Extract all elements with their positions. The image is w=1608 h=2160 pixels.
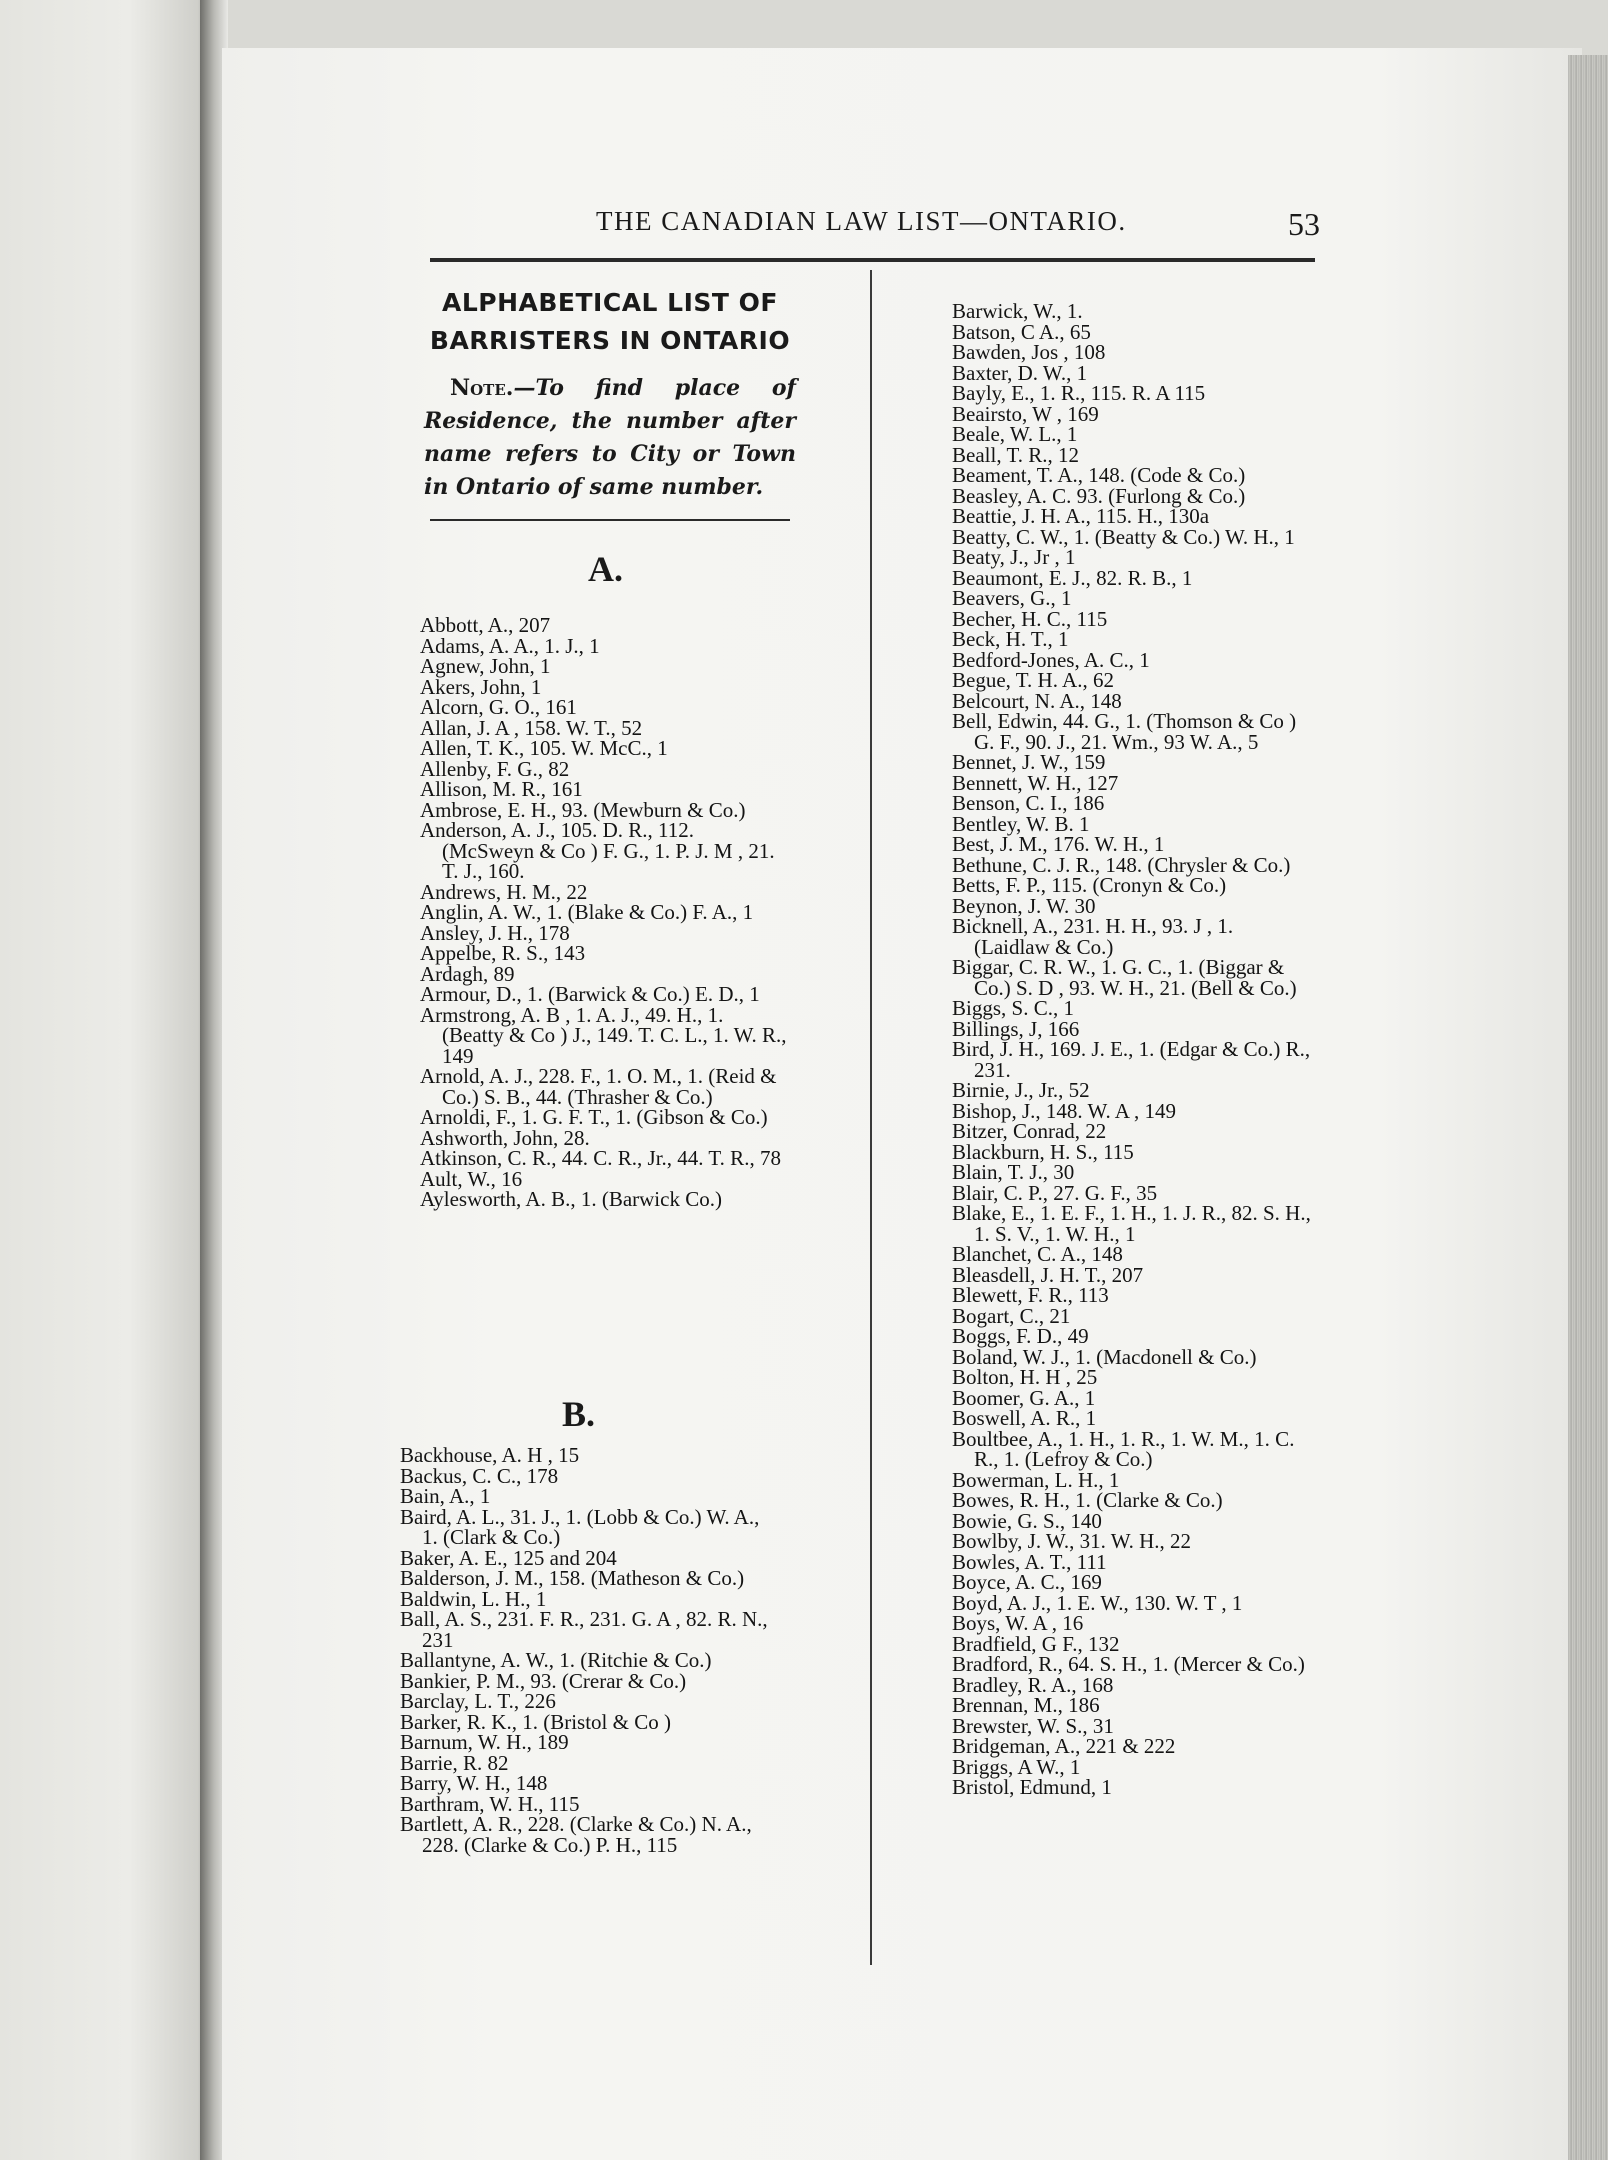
barrister-entry: Bankier, P. M., 93. (Crerar & Co.) (400, 1668, 687, 1693)
section-letter-b: B. (562, 1394, 596, 1434)
barrister-entry: Alcorn, G. O., 161 (420, 695, 577, 719)
barrister-entry: Bowlby, J. W., 31. W. H., 22 (952, 1529, 1192, 1553)
barrister-entry: Bristol, Edmund, 1 (952, 1775, 1112, 1799)
barrister-entry: Beall, T. R., 12 (952, 442, 1079, 467)
barrister-entry: Blake, E., 1. E. F., 1. H., 1. J. R., 82. S. H., 1. S. V., 1. W. H., 1 (952, 1201, 1311, 1246)
residence-note (424, 372, 796, 504)
barrister-entry: Barker, R. K., 1. (Bristol & Co ) (400, 1709, 671, 1734)
barrister-entry: Baird, A. L., 31. J., 1. (Lobb & Co.) W. A., 1. (Clark & Co.) (400, 1504, 760, 1549)
barrister-entry: Biggar, C. R. W., 1. G. C., 1. (Biggar & Co.) S. D , 93. W. H., 21. (Bell & Co.) (952, 955, 1297, 1000)
barrister-entry: Allison, M. R., 161 (420, 777, 583, 801)
barrister-entry: Adams, A. A., 1. J., 1 (420, 633, 600, 658)
entries-b-left (400, 1445, 770, 1855)
barrister-entry: Bowes, R. H., 1. (Clarke & Co.) (952, 1488, 1223, 1512)
barrister-entry: Beaumont, E. J., 82. R. B., 1 (952, 565, 1193, 590)
barrister-entry: Boomer, G. A., 1 (952, 1385, 1096, 1410)
barrister-entry: Bolton, H. H , 25 (952, 1365, 1098, 1389)
header-rule (430, 258, 1315, 262)
barrister-entry: Beck, H. T., 1 (952, 627, 1069, 651)
barrister-entry: Boland, W. J., 1. (Macdonell & Co.) (952, 1344, 1257, 1369)
barrister-entry: Boultbee, A., 1. H., 1. R., 1. W. M., 1. C. R., 1. (Lefroy & Co.) (952, 1426, 1295, 1471)
barrister-entry: Ardagh, 89 (420, 961, 515, 986)
barrister-entry: Bayly, E., 1. R., 115. R. A 115 (952, 381, 1206, 405)
barrister-entry: Andrews, H. M., 22 (420, 879, 588, 904)
barrister-entry: Boswell, A. R., 1 (952, 1406, 1097, 1430)
barrister-entry: Brewster, W. S., 31 (952, 1713, 1114, 1738)
barrister-entry: Bridgeman, A., 221 & 222 (952, 1734, 1176, 1758)
barrister-entry: Barry, W. H., 148 (400, 1771, 548, 1795)
note-label: Note. (450, 375, 514, 401)
barrister-entry: Ashworth, John, 28. (420, 1125, 590, 1150)
barrister-entry: Barclay, L. T., 226 (400, 1689, 556, 1713)
barrister-entry: Bennet, J. W., 159 (952, 750, 1106, 774)
barrister-entry: Bitzer, Conrad, 22 (952, 1119, 1107, 1143)
note-text: —To find place of Residence, the number after name refers to City or Town in Ontario of same number. (424, 375, 796, 500)
barrister-entry: Beavers, G., 1 (952, 586, 1072, 610)
barrister-entry: Bain, A., 1 (400, 1484, 491, 1508)
barrister-entry: Boyce, A. C., 169 (952, 1570, 1102, 1594)
barrister-entry: Bowie, G. S., 140 (952, 1508, 1102, 1533)
barrister-entry: Beairsto, W , 169 (952, 401, 1099, 426)
column-divider (870, 270, 872, 1965)
barrister-entry: Beament, T. A., 148. (Code & Co.) (952, 463, 1246, 487)
barrister-entry: Backus, C. C., 178 (400, 1463, 559, 1488)
note-rule (430, 519, 790, 521)
barrister-entry: Bowles, A. T., 111 (952, 1549, 1107, 1574)
barrister-entry: Bennett, W. H., 127 (952, 770, 1119, 795)
barrister-entry: Allenby, F. G., 82 (420, 756, 570, 781)
barrister-entry: Blain, T. J., 30 (952, 1160, 1075, 1184)
barrister-entry: Biggs, S. C., 1 (952, 996, 1074, 1020)
barrister-entry: Benson, C. I., 186 (952, 791, 1105, 815)
barrister-entry: Armstrong, A. B , 1. A. J., 49. H., 1. (Beatty & Co ) J., 149. T. C. L., 1. W. R., 149 (420, 1002, 787, 1068)
barrister-entry: Bethune, C. J. R., 148. (Chrysler & Co.) (952, 852, 1291, 877)
barrister-entry: Bird, J. H., 169. J. E., 1. (Edgar & Co.) R., 231. (952, 1037, 1311, 1082)
barrister-entry: Baxter, D. W., 1 (952, 360, 1088, 385)
barrister-entry: Bowerman, L. H., 1 (952, 1467, 1120, 1492)
barrister-entry: Bradford, R., 64. S. H., 1. (Mercer & Co.) (952, 1652, 1305, 1676)
barrister-entry: Barwick, W., 1. (952, 299, 1083, 323)
barrister-entry: Briggs, A W., 1 (952, 1754, 1081, 1779)
barrister-entry: Aylesworth, A. B., 1. (Barwick Co.) (420, 1187, 722, 1211)
barrister-entry: Bradfield, G F., 132 (952, 1631, 1120, 1656)
barrister-entry: Blair, C. P., 27. G. F., 35 (952, 1180, 1158, 1205)
running-title: THE CANADIAN LAW LIST—ONTARIO. (596, 206, 1127, 236)
barrister-entry: Appelbe, R. S., 143 (420, 941, 586, 965)
barrister-entry: Brennan, M., 186 (952, 1693, 1100, 1717)
barrister-entry: Barnum, W. H., 189 (400, 1730, 569, 1754)
barrister-entry: Backhouse, A. H , 15 (400, 1443, 580, 1467)
barrister-entry: Barrie, R. 82 (400, 1750, 509, 1775)
barrister-entry: Betts, F. P., 115. (Cronyn & Co.) (952, 873, 1227, 897)
barrister-entry: Bawden, Jos , 108 (952, 340, 1106, 364)
barrister-entry: Allen, T. K., 105. W. McC., 1 (420, 736, 668, 760)
barrister-entry: Boggs, F. D., 49 (952, 1324, 1089, 1348)
barrister-entry: Balderson, J. M., 158. (Matheson & Co.) (400, 1566, 745, 1590)
barrister-entry: Boys, W. A , 16 (952, 1611, 1084, 1635)
barrister-entry: Blewett, F. R., 113 (952, 1283, 1109, 1307)
barrister-entry: Bentley, W. B. 1 (952, 811, 1090, 836)
barrister-entry: Ambrose, E. H., 93. (Mewburn & Co.) (420, 797, 746, 822)
barrister-entry: Best, J. M., 176. W. H., 1 (952, 832, 1165, 856)
barrister-entry: Becher, H. C., 115 (952, 606, 1108, 631)
barrister-entry: Ansley, J. H., 178 (420, 920, 570, 945)
barrister-entry: Beatty, C. W., 1. (Beatty & Co.) W. H., 1 (952, 524, 1295, 549)
barrister-entry: Bell, Edwin, 44. G., 1. (Thomson & Co ) G. F., 90. J., 21. Wm., 93 W. A., 5 (952, 709, 1297, 754)
barrister-entry: Baldwin, L. H., 1 (400, 1586, 547, 1611)
barrister-entry: Ault, W., 16 (420, 1166, 523, 1191)
barrister-entry: Akers, John, 1 (420, 674, 542, 699)
barrister-entry: Allan, J. A , 158. W. T., 52 (420, 715, 643, 740)
barrister-entry: Blackburn, H. S., 115 (952, 1139, 1134, 1164)
barrister-entry: Bleasdell, J. H. T., 207 (952, 1262, 1144, 1287)
barrister-entry: Ballantyne, A. W., 1. (Ritchie & Co.) (400, 1648, 712, 1672)
barrister-entry: Arnoldi, F., 1. G. F. T., 1. (Gibson & Co.) (420, 1105, 768, 1129)
barrister-entry: Blanchet, C. A., 148 (952, 1242, 1123, 1266)
barrister-entry: Bartlett, A. R., 228. (Clarke & Co.) N. A., 228. (Clarke & Co.) P. H., 115 (400, 1812, 752, 1857)
barrister-entry: Anglin, A. W., 1. (Blake & Co.) F. A., 1 (420, 900, 754, 924)
barrister-entry: Bogart, C., 21 (952, 1303, 1071, 1328)
barrister-entry: Beaty, J., Jr , 1 (952, 545, 1076, 569)
barrister-entry: Bicknell, A., 231. H. H., 93. J , 1. (Laidlaw & Co.) (952, 914, 1234, 959)
barrister-entry: Batson, C A., 65 (952, 319, 1091, 344)
barrister-entry: Barthram, W. H., 115 (400, 1791, 580, 1816)
barrister-entry: Bishop, J., 148. W. A , 149 (952, 1098, 1177, 1123)
barrister-entry: Armour, D., 1. (Barwick & Co.) E. D., 1 (420, 982, 760, 1006)
barrister-entry: Agnew, John, 1 (420, 654, 551, 678)
barrister-entry: Birnie, J., Jr., 52 (952, 1078, 1090, 1102)
barrister-entry: Bedford-Jones, A. C., 1 (952, 647, 1150, 672)
barrister-entry: Bradley, R. A., 168 (952, 1672, 1114, 1697)
barrister-entry: Beale, W. L., 1 (952, 422, 1078, 446)
barrister-entry: Billings, J, 166 (952, 1016, 1080, 1041)
section-letter-a: A. (588, 549, 623, 589)
page-stack-edge (1568, 55, 1608, 2160)
facing-page-edge (0, 0, 215, 2160)
barrister-entry: Begue, T. H. A., 62 (952, 668, 1114, 692)
barrister-entry: Boyd, A. J., 1. E. W., 130. W. T , 1 (952, 1590, 1243, 1615)
barrister-entry: Ball, A. S., 231. F. R., 231. G. A , 82. R. N., 231 (400, 1607, 768, 1652)
page-number: 53 (1288, 206, 1320, 242)
entries-b-right (952, 301, 1312, 1798)
entries-a (420, 615, 790, 1210)
barrister-entry: Anderson, A. J., 105. D. R., 112. (McSweyn & Co ) F. G., 1. P. J. M , 21. T. J., 160. (420, 818, 775, 883)
barrister-entry: Arnold, A. J., 228. F., 1. O. M., 1. (Reid & Co.) S. B., 44. (Thrasher & Co.) (420, 1064, 777, 1109)
barrister-entry: Baker, A. E., 125 and 204 (400, 1545, 617, 1570)
barrister-entry: Beattie, J. H. A., 115. H., 130a (952, 504, 1210, 528)
barrister-entry: Beasley, A. C. 93. (Furlong & Co.) (952, 483, 1246, 508)
barrister-entry: Abbott, A., 207 (420, 613, 551, 637)
barrister-entry: Belcourt, N. A., 148 (952, 688, 1122, 713)
list-title: ALPHABETICAL LIST OF BARRISTERS IN ONTARIO (429, 288, 791, 355)
barrister-entry: Atkinson, C. R., 44. C. R., Jr., 44. T. R., 78 (420, 1146, 781, 1170)
barrister-entry: Beynon, J. W. 30 (952, 893, 1096, 918)
